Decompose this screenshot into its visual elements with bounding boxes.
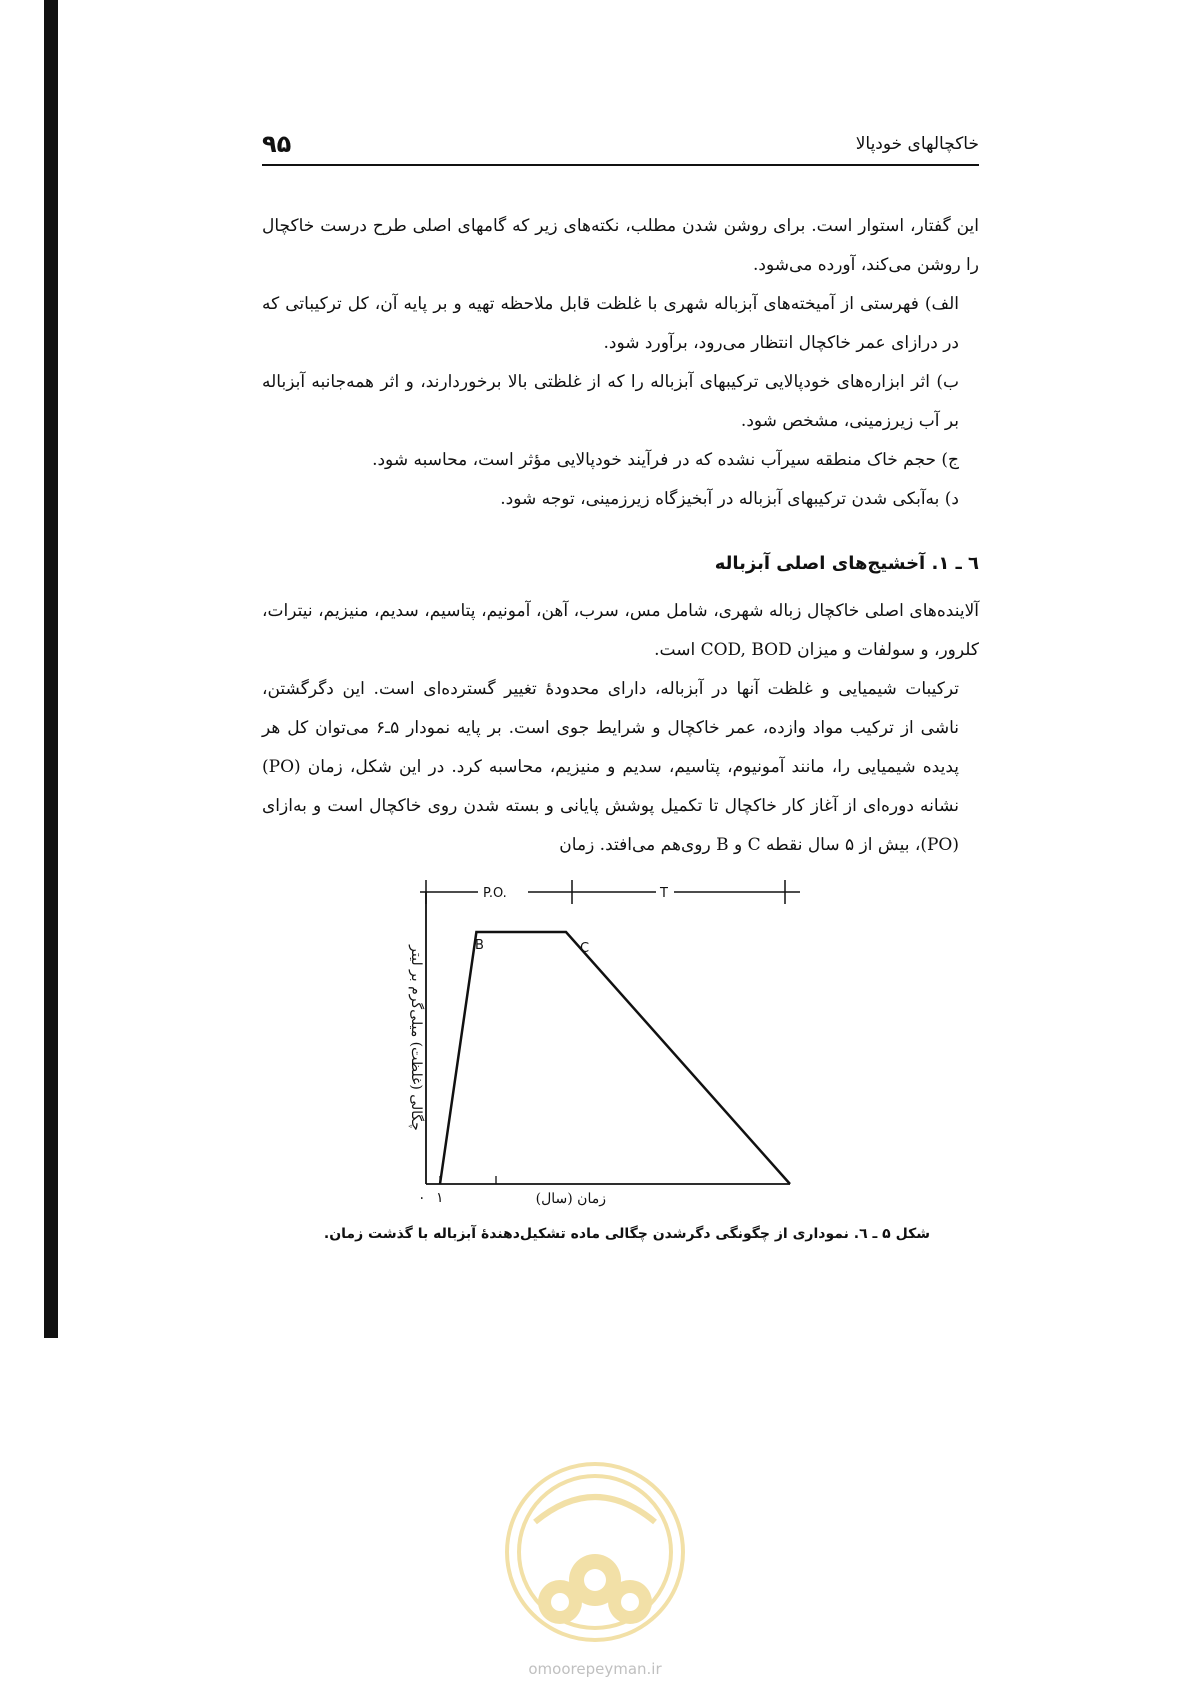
intro-paragraph: این گفتار، استوار است. برای روشن شدن مطلب، نکته‌های زیر که گامهای اصلی طرح درست خاکچال را روشن می‌کند، آورده می‌شود. — [262, 216, 979, 275]
running-title: خاکچالهای خودپالا — [855, 134, 979, 154]
page-header — [262, 128, 979, 166]
chart-svg — [390, 872, 850, 1212]
list-item-dal: د) به‌آبکی شدن ترکیبهای آبزباله در آبخیزگاه زیرزمینی، توجه شود. — [500, 489, 959, 509]
point-label-c: C — [580, 941, 590, 956]
period-label-t: T — [660, 886, 668, 901]
x-tick-label-1: ۱ — [436, 1190, 444, 1206]
x-tick-label-0: ۰ — [418, 1190, 426, 1206]
point-label-b: B — [475, 938, 484, 953]
concentration-curve — [440, 932, 790, 1184]
section-paragraph: ترکیبات شیمیایی و غلظت آنها در آبزباله، دارای محدودهٔ تغییر گسترده‌ای است. این دگرگشتن، ناشی از ترکیب مواد وازده، عمر خاکچال و شرایط جوی است. بر پایه نمودار ۵ـ۶ می‌توان کل هر پدیده شیمیایی را، مانند آمونیوم، پتاسیم، سدیم و منیزیم، محاسبه کرد. در این شکل، زمان (PO) نشانه دوره‌ای از آغاز کار خاکچال تا تکمیل پوشش پایانی و بسته شدن روی خاکچال است و به‌ازای (PO)، بیش از ۵ سال نقطه C و B روی‌هم می‌افتد. زمان — [262, 679, 959, 855]
page-number: ۹۵ — [262, 130, 292, 158]
figure-caption: شکل ۵ ـ ٦. نموداری از چگونگی دگرشدن چگالی ماده تشکیل‌دهندهٔ آبزباله با گذشت زمان. — [323, 1226, 930, 1242]
list-item-be: ب) اثر ابزاره‌های خودپالایی ترکیبهای آبزباله را که از غلظتی بالا برخوردارند، و اثر همه‌جانبه آبزباله بر آب زیرزمینی، مشخص شود. — [262, 372, 959, 431]
list-item-alef: الف) فهرستی از آمیخته‌های آبزباله شهری با غلظت قابل ملاحظه تهیه و بر پایه آن، کل ترکیباتی که در درازای عمر خاکچال انتظار می‌رود، برآورد شود. — [262, 294, 959, 353]
publisher-logo-watermark — [490, 1452, 700, 1662]
y-axis-label: چگالی (غلظت) میلی‌گرم بر لیتر — [408, 945, 424, 1131]
watermark-url: omoorepeyman.ir — [528, 1660, 662, 1678]
section-text — [262, 592, 979, 865]
period-label-po: P.O. — [483, 886, 507, 901]
list-item-jim: ج) حجم خاک منطقه سیرآب نشده که در فرآیند خودپالایی مؤثر است، محاسبه شود. — [372, 450, 959, 470]
x-axis-label: زمان (سال) — [535, 1191, 606, 1207]
intro-text — [262, 207, 979, 519]
figure-concentration-chart — [390, 872, 850, 1212]
page-binding-edge — [44, 0, 58, 1338]
section-paragraph: آلاینده‌های اصلی خاکچال زباله شهری، شامل مس، سرب، آهن، آمونیم، پتاسیم، سدیم، منیزیم، نیترات، کلرور، و سولفات و میزان COD, BOD است. — [262, 601, 979, 660]
section-heading: ٦ ـ ١. آخشیج‌های اصلی آبزباله — [714, 553, 979, 574]
